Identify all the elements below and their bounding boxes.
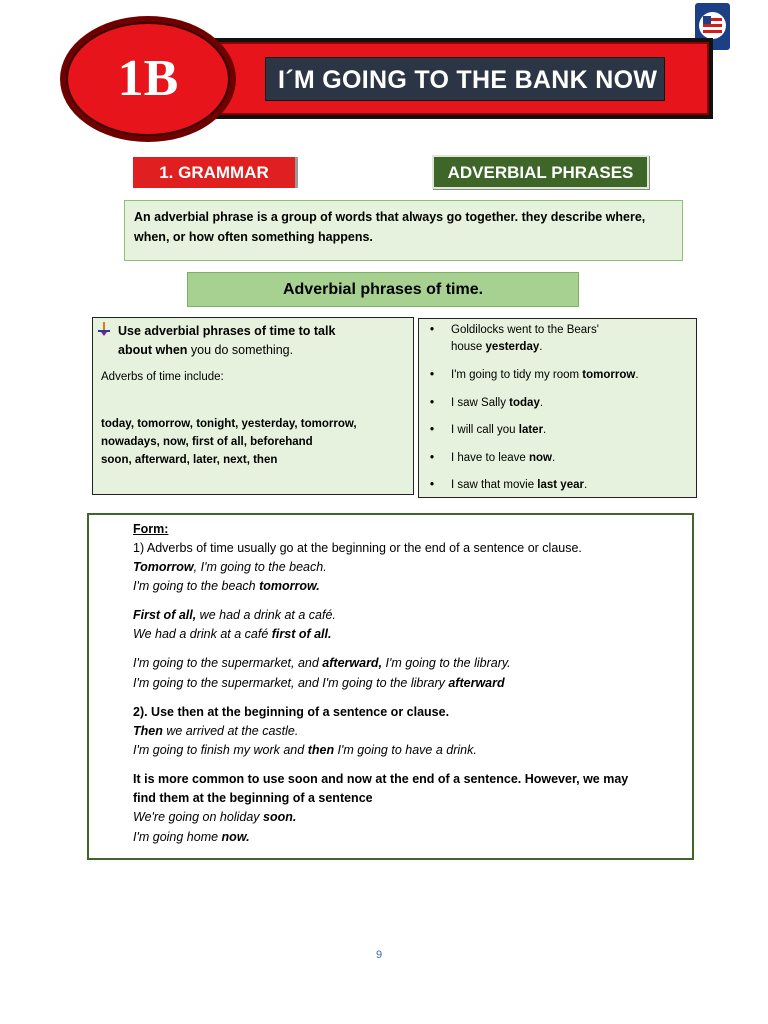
form-example-text: we had a drink at a café. xyxy=(196,608,336,622)
page-title: I´M GOING TO THE BANK NOW xyxy=(265,57,665,101)
form-example-bold: then xyxy=(307,743,335,757)
form-example-bold: Tomorrow xyxy=(133,560,194,574)
example-text: I saw Sally xyxy=(451,397,510,409)
form-example-text: I'm going to have a drink. xyxy=(334,743,477,757)
adverbs-list-line: today, tomorrow, tonight, yesterday, tomorrow, xyxy=(101,418,357,430)
bullet: • xyxy=(430,397,435,409)
form-heading-text: Form: xyxy=(133,522,169,536)
form-example xyxy=(133,722,298,741)
form-example xyxy=(133,606,336,625)
def-part3: , or how often something happens. xyxy=(165,230,373,244)
example-text: I will call you xyxy=(451,424,519,436)
example-text: I saw that movie xyxy=(451,479,538,491)
usage-line-b: about xyxy=(118,343,156,357)
form-example-bold: first of all. xyxy=(271,627,332,641)
adverbial-phrases-label: ADVERBIAL PHRASES xyxy=(432,155,649,189)
def-where: where xyxy=(605,210,642,224)
form-example xyxy=(133,654,511,673)
bullet: • xyxy=(430,324,435,336)
form-example-bold: soon. xyxy=(263,810,297,824)
def-part2: is a group of words that always go together. they describe xyxy=(253,210,606,224)
form-example-text: we arrived at the castle. xyxy=(162,724,299,738)
form-rule-3: find them at the beginning of a sentence xyxy=(133,791,373,805)
example-adverb: tomorrow xyxy=(582,369,636,381)
example-adverb: today xyxy=(509,397,540,409)
example-text: I have to leave xyxy=(451,452,529,464)
form-example xyxy=(133,741,477,760)
form-example-bold: tomorrow. xyxy=(259,579,320,593)
example-adverb: later xyxy=(518,424,544,436)
example-text: . xyxy=(539,397,544,409)
adverbs-list-line: nowadays, now, first of all, beforehand xyxy=(101,436,313,448)
form-example-text: I'm going home xyxy=(133,830,222,844)
example-item xyxy=(430,395,690,412)
form-example-bold: now. xyxy=(221,830,250,844)
form-example xyxy=(133,625,331,644)
time-section-title: Adverbial phrases of time. xyxy=(187,272,579,307)
def-term: adverbial phrase xyxy=(154,210,254,224)
example-adverb: yesterday xyxy=(485,341,540,353)
form-example-text: We had a drink at a café xyxy=(133,627,272,641)
form-example-text: We're going on holiday xyxy=(133,810,264,824)
example-text: . xyxy=(552,452,556,464)
form-example-text: I'm going to the supermarket, and I'm going to the library xyxy=(133,676,449,690)
form-rule-1: 1) Adverbs of time usually go at the beginning or the end of a sentence or clause. xyxy=(133,541,582,555)
form-example xyxy=(133,577,320,596)
form-example-bold: Then xyxy=(133,724,163,738)
example-text: . xyxy=(635,369,639,381)
example-item xyxy=(430,322,690,356)
example-text: . xyxy=(539,341,543,353)
def-comma: , xyxy=(641,210,646,224)
example-text: Goldilocks went to the Bears' xyxy=(451,324,599,336)
def-part1: An xyxy=(134,210,155,224)
form-example xyxy=(133,558,327,577)
definition-box xyxy=(124,200,683,261)
form-example-text: I'm going to the library. xyxy=(382,656,511,670)
usage-when: when xyxy=(155,343,188,357)
form-heading xyxy=(133,520,168,539)
unit-number: 1B xyxy=(117,50,179,107)
usage-line-c: you do something. xyxy=(187,343,294,357)
form-example xyxy=(133,674,505,693)
bullet: • xyxy=(430,452,435,464)
example-item xyxy=(430,422,690,439)
adverbs-include-label: Adverbs of time include: xyxy=(101,371,224,383)
form-example-text: , I'm going to the beach. xyxy=(193,560,327,574)
page-number: 9 xyxy=(376,949,383,961)
usage-text xyxy=(118,322,408,360)
bullet: • xyxy=(430,424,435,436)
example-text: . xyxy=(543,424,547,436)
form-example xyxy=(133,808,296,827)
form-example xyxy=(133,828,250,847)
form-rule-3: It is more common to use soon and now at the end of a sentence. However, we may xyxy=(133,772,629,786)
bullet: • xyxy=(430,369,435,381)
form-example-text: I'm going to the supermarket, and xyxy=(133,656,323,670)
form-example-bold: afterward xyxy=(448,676,505,690)
example-item xyxy=(430,477,690,494)
arrow-bullet-icon xyxy=(97,321,111,337)
def-when: when xyxy=(134,230,166,244)
form-rule-2: 2). Use then at the beginning of a sentence or clause. xyxy=(133,705,450,719)
adverbs-list-line: soon, afterward, later, next, then xyxy=(101,454,278,466)
bullet: • xyxy=(430,479,435,491)
example-text: house xyxy=(451,341,486,353)
form-example-bold: First of all, xyxy=(133,608,197,622)
example-adverb: last year xyxy=(537,479,584,491)
form-example-text: I'm going to the beach xyxy=(133,579,260,593)
form-example-bold: afterward, xyxy=(322,656,383,670)
form-example-text: I'm going to finish my work and xyxy=(133,743,308,757)
usage-line-a: Use adverbial phrases of time to talk xyxy=(118,324,336,338)
example-adverb: now xyxy=(529,452,552,464)
adverbs-list xyxy=(101,415,406,469)
example-item xyxy=(430,450,690,467)
example-text: . xyxy=(583,479,588,491)
example-item xyxy=(430,367,690,384)
grammar-section-label: 1. GRAMMAR xyxy=(133,157,298,188)
example-text: I'm going to tidy my room xyxy=(451,369,583,381)
